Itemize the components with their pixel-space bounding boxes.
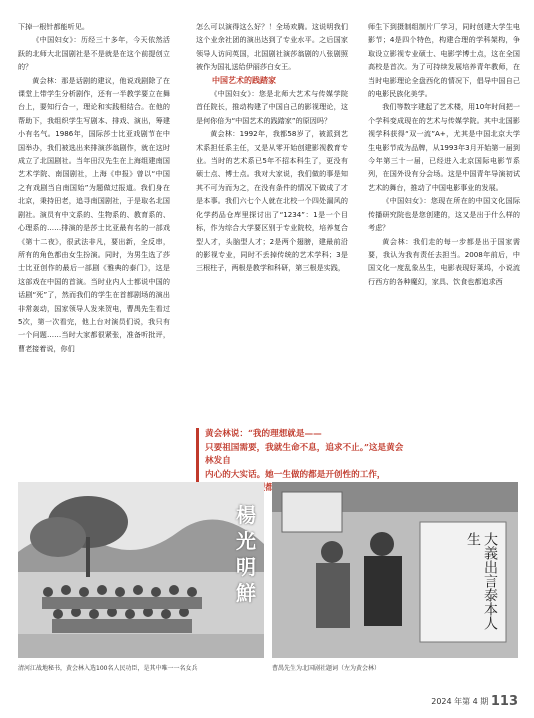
section-heading: 中国艺术的践踏家 [212, 75, 276, 85]
article-paragraph: 怎么可以演得这么好？！全场欢腾。这说明我们这个业余社团的演出达到了专业水平。之后国家领导人访问英国，北国剧社演莎翁剧的八张剧照被作为国礼送给伊丽莎白女王。 [196, 22, 348, 72]
photo-caption-right: 曹禺先生为北国剧社题词（左为黄会林） [272, 665, 381, 672]
article-paragraph: 黄会林：那是话剧的建议，他说戏剧除了在课堂上带学生分析剧作，还有一半教学要立在舞台上，要知行合一，理论和实践相结合。在他的帮助下，我组织学生写剧本、排戏、演出，筹建小有名气。1986年，国际莎士比亚戏剧节在中国举办，我们被选出来排演莎翁剧作，就在这时成立了北国剧社。当年田汉先生在上海组建南国艺术学院、南国剧社，上海《申报》曾以“中国之有戏剧当自南国始”为题做过报道。我们身在北京，秉持田老，追寻南国剧社，于是取名北国剧社。演员有中文系的、生物系的、教育系的、心理系的……排演的是莎士比亚最有名的一部戏《第十二夜》，很武法非凡，要出新，全反串，所有的角色都由女生扮演。同时，为男生选了莎士比亚创作的最后一部剧《雅典的泰门》，这是这部戏在中国的首演。当时业内人士都说中国的话剧“死”了，然而我们的学生在首都剧场的演出非常轰动，国家领导人发来贺电，曹禺先生看过5次，第一次看完，他上台对演员们说，我只有一个问题……当时大家都很紧张，准备听批评，曹老接着说，你们 [18, 75, 170, 353]
article-paragraph: 我们等数字建起了艺术楼，用10年时间把一个学科变成现在的艺术与传媒学院。其中北国影视学科获得“双一流”A+，尤其是中国北京大学生电影节成为品牌，从1993年3月开始第一届到今年第三十一届，已经进入北京国际电影节系列，在国外设有分会场。这是中国青年导演初试艺术的舞台，推动了中国电影事业的发展。 [368, 102, 520, 192]
article-paragraph: 黄会林：1992年，我都58岁了，被派到艺术系担任系主任，又是从零开始创建影视教育专业。当时的艺术系已5年不招本科生了，更没有硕士点、博士点。我对大家说，我们做的事是知其不可为而为之，在没有条件的情况下做成了才是本事。我们六七个人就在北校一个四处漏风的化学药品仓库里探讨出了“1234”：1是一个目标，作为综合大学要区别于专业院校，培养复合型人才，头脑型人才；2是两个翅膀，建最前沿的影视专业，同时不丢掉传统的艺术学科；3是三根柱子，两根是教学和科研，第三根是实践， [196, 129, 348, 273]
article-paragraph: 黄会林：我们走的每一步都是出于国家需要，我认为我有责任去担当。2008年前后，中国文化一度乱象丛生，电影表现好莱坞，小说流行西方的各种魔幻，家具、饮食也都追求西 [368, 236, 520, 286]
article-column-2 [196, 20, 348, 424]
calligraphy-photo [272, 482, 518, 658]
article-paragraph: 《中国妇女》：您现在所在的中国文化国际传播研究院也是您创建的，这又是出于什么样的考虑？ [368, 196, 520, 233]
page-number: 113 [490, 694, 518, 709]
pull-quote-line: 黄会林说：“我的理想就是—— [205, 429, 322, 439]
page-footer [431, 694, 518, 709]
photo-caption-left: 清河江战地秘书，黄会林入选100名人民功臣，是其中唯一一名女兵 [18, 665, 198, 672]
article-paragraph: 《中国妇女》：您是北师大艺术与传媒学院首任院长，推动构建了中国自己的影视理论，这是何你倍为“中国艺术的践踏家”的原因吗？ [196, 89, 348, 125]
scroll-text: 大義出言泰本人生 [465, 532, 498, 630]
article-paragraph: 师生下到摄制组制片厂学习，同时创建大学生电影节；4是四个特色，构建合理的学科架构，争取设立影视专业硕士、电影学博士点，这在全国高校是首次。为了可持续发展培养青年教师，在当时电影理论全盘西化的情况下，倡导中国自己的电影民族化美学。 [368, 22, 520, 99]
article-column-3 [368, 20, 520, 424]
photo-calligraphy: 楊光明鮮 [236, 503, 256, 605]
pull-quote-line: 只要祖国需要，我就生命不息，追求不止。”这是黄会林发自 [205, 442, 404, 466]
article-paragraph: 《中国妇女》：历经三十多年，今天依然活跃的北师大北国剧社是不是就是在这个前提创立的？ [18, 35, 170, 72]
pull-quote-line: 内心的大实话。她一生做的都是开创性的工作， [205, 469, 386, 480]
issue-label: 2024 年第 4 期 [431, 697, 489, 706]
group-photo [18, 482, 264, 658]
article-paragraph: 下掉一根针都能听见。 [18, 22, 89, 31]
article-column-1 [18, 20, 170, 470]
